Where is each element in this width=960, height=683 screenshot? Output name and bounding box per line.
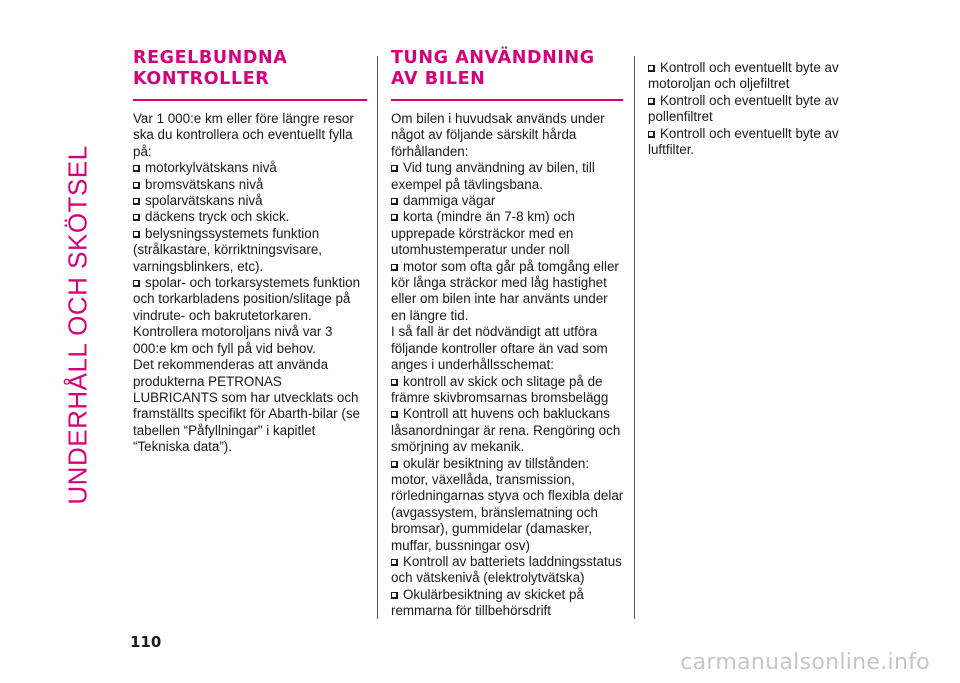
checkbox-bullet-icon bbox=[391, 214, 398, 221]
chapter-side-title: UNDERHÅLL OCH SKÖTSEL bbox=[62, 145, 93, 505]
list-item: spolarvätskans nivå bbox=[133, 193, 367, 209]
checkbox-bullet-icon bbox=[133, 198, 140, 205]
checkbox-bullet-icon bbox=[391, 559, 398, 566]
column-divider-1 bbox=[377, 56, 378, 619]
list-item: Okulärbesiktning av skicket på remmarna för tillbehörsdrift bbox=[391, 586, 584, 619]
checkbox-bullet-icon bbox=[133, 231, 140, 238]
list-item: Kontroll och eventuellt byte av motoroljan och oljefiltret bbox=[648, 60, 839, 92]
checkbox-bullet-icon bbox=[648, 131, 655, 138]
list-item: belysningssystemets funktion (strålkastare, körriktningsvisare, varningsblinkers, etc). bbox=[133, 225, 323, 274]
column-divider-2 bbox=[634, 56, 635, 619]
checkbox-bullet-icon bbox=[133, 165, 140, 172]
list-item: spolar- och torkarsystemets funktion och torkarbladens position/slitage på vindrute- och bakrutetorkaren. bbox=[133, 275, 361, 323]
section-heading-heavy-use: TUNG ANVÄNDNING AV BILEN bbox=[391, 48, 595, 89]
checkbox-bullet-icon bbox=[648, 98, 655, 105]
checkbox-bullet-icon bbox=[133, 214, 140, 221]
list-item: Vid tung användning av bilen, till exempel på tävlingsbana. bbox=[391, 160, 595, 192]
checkbox-bullet-icon bbox=[133, 280, 140, 287]
watermark: carmanualsonline.info bbox=[680, 650, 930, 675]
frequency-paragraph: I så fall är det nödvändigt att utföra följande kontroller oftare än vad som anges i underhållsschemat: bbox=[391, 324, 608, 373]
list-item: Kontroll av batteriets laddningsstatus och vätskenivå (elektrolytvätska) bbox=[391, 553, 622, 586]
heading-rule bbox=[391, 99, 623, 101]
list-item: Kontroll och eventuellt byte av luftfilter. bbox=[648, 125, 839, 158]
checkbox-bullet-icon bbox=[391, 411, 398, 418]
checkbox-bullet-icon bbox=[391, 379, 398, 386]
list-item: Kontroll att huvens och bakluckans låsanordningar är rena. Rengöring och smörjning av mekanik. bbox=[391, 406, 621, 455]
checkbox-bullet-icon bbox=[391, 592, 398, 599]
checkbox-bullet-icon bbox=[391, 198, 398, 205]
intro-paragraph: Om bilen i huvudsak används under något av följande särskilt hårda förhållanden: bbox=[391, 111, 605, 159]
heading-rule bbox=[133, 99, 367, 101]
list-item: korta (mindre än 7-8 km) och upprepade körsträckor med en utomhustemperatur under noll bbox=[391, 209, 575, 258]
list-item: kontroll av skick och slitage på de främre skivbromsarnas bromsbelägg bbox=[391, 373, 609, 405]
intro-paragraph: Var 1 000:e km eller före längre resor ska du kontrollera och eventuellt fylla på: bbox=[133, 111, 354, 159]
checkbox-bullet-icon bbox=[133, 182, 140, 189]
checkbox-bullet-icon bbox=[391, 264, 398, 271]
recommendation-paragraph: Det rekommenderas att använda produkterna PETRONAS LUBRICANTS som har utvecklats och framställts specifikt för Abarth-bilar (se tabellen “Påfyllningar” i kapitlet “Tekniska data”). bbox=[133, 357, 360, 455]
checkbox-bullet-icon bbox=[391, 461, 398, 468]
checkbox-bullet-icon bbox=[391, 165, 398, 172]
oil-check-paragraph: Kontrollera motoroljans nivå var 3 000:e km och fyll på vid behov. bbox=[133, 324, 333, 356]
column-heavy-use bbox=[391, 48, 624, 620]
column-regular-checks bbox=[133, 48, 367, 456]
list-item: däckens tryck och skick. bbox=[133, 209, 367, 225]
list-item: okulär besiktning av tillstånden: motor, växellåda, transmission, rörledningarnas styva och flexibla delar (avgassystem, bränslematning och bromsar), gummidelar (damasker, muffar, bussningar osv) bbox=[391, 455, 624, 553]
list-item: motorkylvätskans nivå bbox=[133, 160, 367, 176]
checkbox-bullet-icon bbox=[648, 65, 655, 72]
page-number: 110 bbox=[130, 633, 162, 651]
list-item: Kontroll och eventuellt byte av pollenfiltret bbox=[648, 92, 839, 125]
list-item: dammiga vägar bbox=[391, 193, 624, 209]
list-item: motor som ofta går på tomgång eller kör långa sträckor med låg hastighet eller om bilen inte har använts under en längre tid. bbox=[391, 258, 619, 323]
section-heading-regular-checks: REGELBUNDNA KONTROLLER bbox=[133, 48, 288, 89]
list-item: bromsvätskans nivå bbox=[133, 177, 367, 193]
column-continued-list bbox=[648, 60, 848, 158]
